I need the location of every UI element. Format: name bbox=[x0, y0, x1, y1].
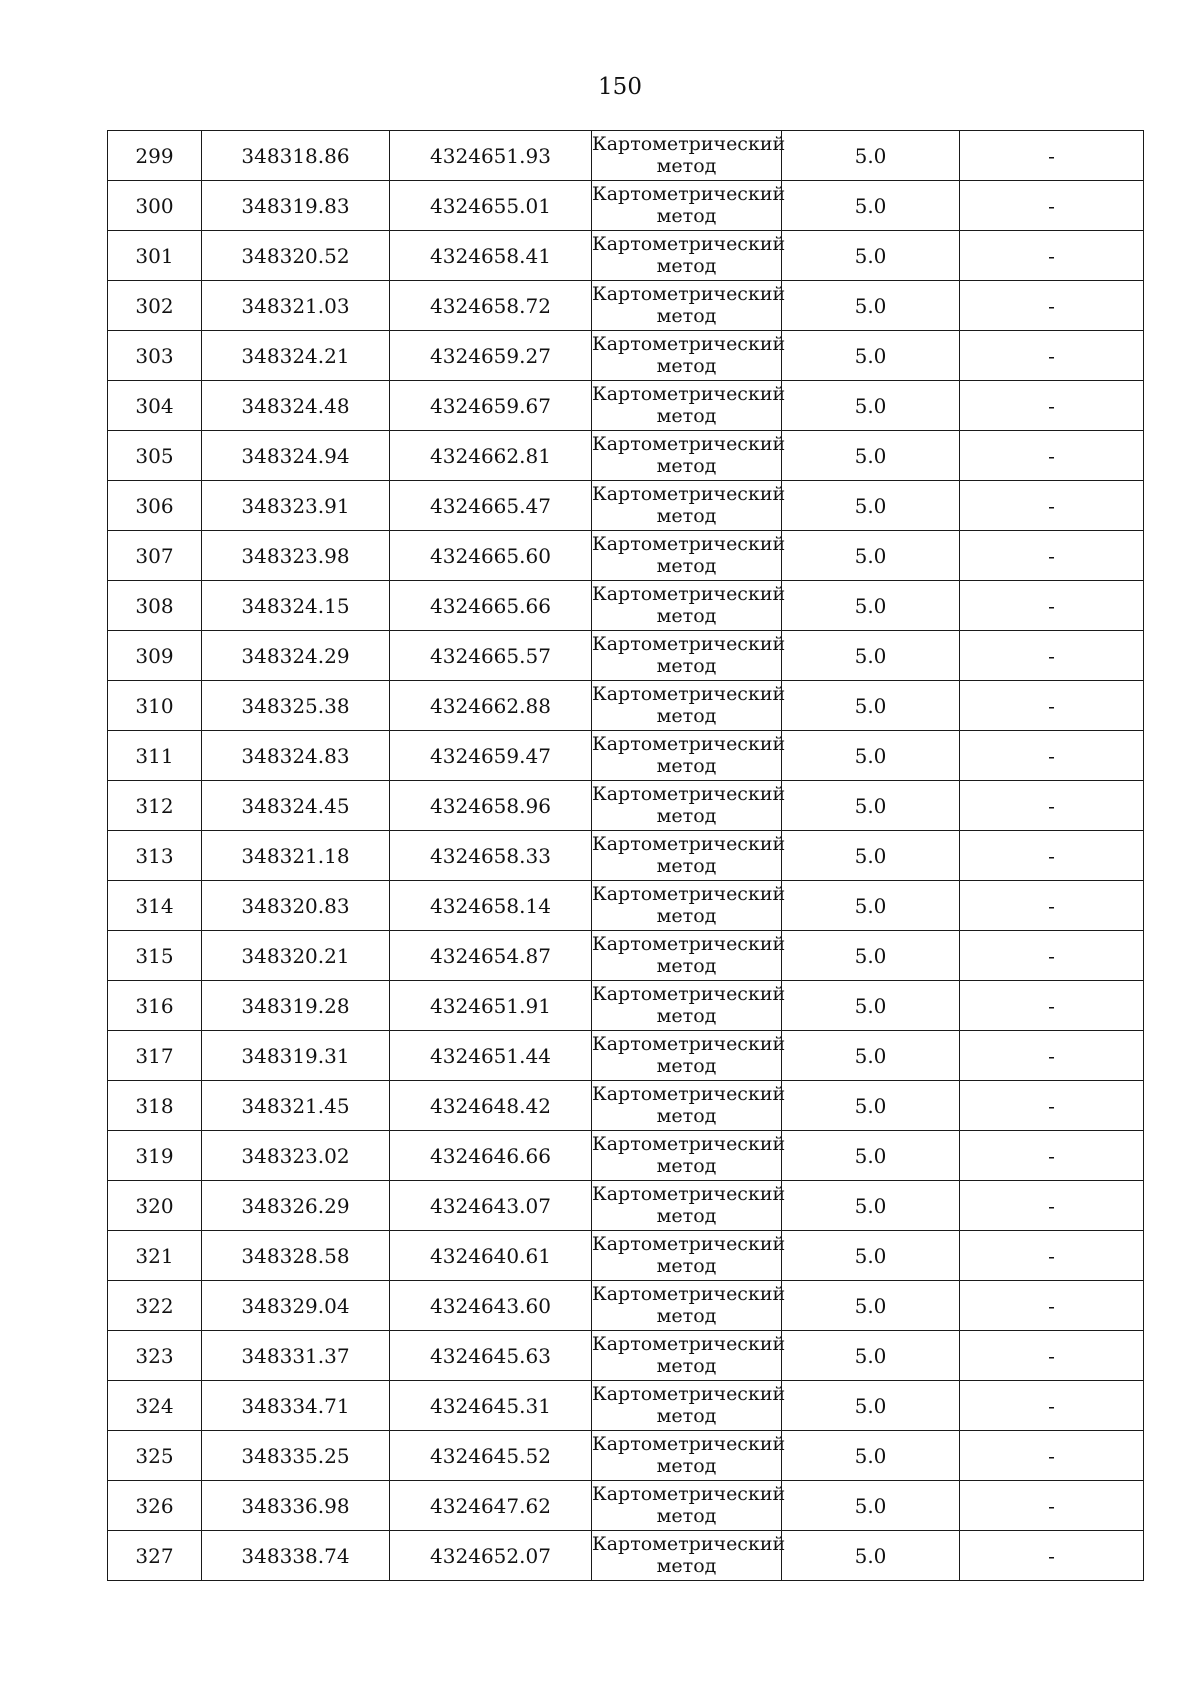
table-row bbox=[108, 981, 1144, 1031]
y-coordinate-cell: 4324658.72 bbox=[390, 281, 592, 331]
method-cell bbox=[592, 531, 786, 581]
point-number-cell: 299 bbox=[108, 131, 202, 181]
method-text-line: метод bbox=[656, 555, 717, 577]
accuracy-cell: 5.0 bbox=[782, 1231, 960, 1281]
method-text-line: метод bbox=[656, 405, 717, 427]
point-number-cell: 323 bbox=[108, 1331, 202, 1381]
note-cell: - bbox=[960, 1181, 1144, 1231]
method-cell bbox=[592, 1381, 786, 1431]
method-text-line: Картометрический bbox=[592, 483, 786, 505]
method-text-line: метод bbox=[656, 1255, 717, 1277]
x-coordinate-cell: 348328.58 bbox=[202, 1231, 390, 1281]
y-coordinate-cell: 4324651.93 bbox=[390, 131, 592, 181]
method-text-line: Картометрический bbox=[592, 233, 786, 255]
method-text-line: метод bbox=[656, 455, 717, 477]
method-cell bbox=[592, 681, 786, 731]
table-row bbox=[108, 231, 1144, 281]
y-coordinate-cell: 4324652.07 bbox=[390, 1531, 592, 1581]
y-coordinate-cell: 4324648.42 bbox=[390, 1081, 592, 1131]
method-text-line: Картометрический bbox=[592, 1533, 786, 1555]
note-cell: - bbox=[960, 1231, 1144, 1281]
method-cell bbox=[592, 881, 786, 931]
x-coordinate-cell: 348319.31 bbox=[202, 1031, 390, 1081]
method-text-line: Картометрический bbox=[592, 183, 786, 205]
point-number-cell: 325 bbox=[108, 1431, 202, 1481]
point-number-cell: 310 bbox=[108, 681, 202, 731]
x-coordinate-cell: 348335.25 bbox=[202, 1431, 390, 1481]
note-cell: - bbox=[960, 1431, 1144, 1481]
x-coordinate-cell: 348320.52 bbox=[202, 231, 390, 281]
point-number-cell: 326 bbox=[108, 1481, 202, 1531]
table-row bbox=[108, 1381, 1144, 1431]
x-coordinate-cell: 348321.45 bbox=[202, 1081, 390, 1131]
x-coordinate-cell: 348320.83 bbox=[202, 881, 390, 931]
x-coordinate-cell: 348329.04 bbox=[202, 1281, 390, 1331]
accuracy-cell: 5.0 bbox=[782, 1031, 960, 1081]
note-cell: - bbox=[960, 131, 1144, 181]
note-cell: - bbox=[960, 481, 1144, 531]
note-cell: - bbox=[960, 931, 1144, 981]
method-text-line: метод bbox=[656, 905, 717, 927]
method-cell bbox=[592, 281, 786, 331]
method-text-line: метод bbox=[656, 1355, 717, 1377]
note-cell: - bbox=[960, 831, 1144, 881]
method-text-line: Картометрический bbox=[592, 883, 786, 905]
table-row bbox=[108, 381, 1144, 431]
method-cell bbox=[592, 231, 786, 281]
y-coordinate-cell: 4324658.33 bbox=[390, 831, 592, 881]
method-text-line: метод bbox=[656, 1005, 717, 1027]
note-cell: - bbox=[960, 1081, 1144, 1131]
method-text-line: Картометрический bbox=[592, 1383, 786, 1405]
note-cell: - bbox=[960, 1331, 1144, 1381]
accuracy-cell: 5.0 bbox=[782, 1531, 960, 1581]
x-coordinate-cell: 348324.48 bbox=[202, 381, 390, 431]
y-coordinate-cell: 4324659.27 bbox=[390, 331, 592, 381]
method-text-line: метод bbox=[656, 1105, 717, 1127]
table-row bbox=[108, 1281, 1144, 1331]
method-cell bbox=[592, 731, 786, 781]
note-cell: - bbox=[960, 331, 1144, 381]
accuracy-cell: 5.0 bbox=[782, 631, 960, 681]
note-cell: - bbox=[960, 1531, 1144, 1581]
y-coordinate-cell: 4324647.62 bbox=[390, 1481, 592, 1531]
method-cell bbox=[592, 1331, 786, 1381]
method-text-line: Картометрический bbox=[592, 1033, 786, 1055]
method-text-line: метод bbox=[656, 1455, 717, 1477]
method-text-line: Картометрический bbox=[592, 433, 786, 455]
method-text-line: Картометрический bbox=[592, 683, 786, 705]
point-number-cell: 322 bbox=[108, 1281, 202, 1331]
note-cell: - bbox=[960, 631, 1144, 681]
table-row bbox=[108, 931, 1144, 981]
method-text-line: Картометрический bbox=[592, 333, 786, 355]
note-cell: - bbox=[960, 431, 1144, 481]
point-number-cell: 301 bbox=[108, 231, 202, 281]
method-text-line: метод bbox=[656, 755, 717, 777]
y-coordinate-cell: 4324665.47 bbox=[390, 481, 592, 531]
table-row bbox=[108, 131, 1144, 181]
accuracy-cell: 5.0 bbox=[782, 1381, 960, 1431]
method-text-line: метод bbox=[656, 355, 717, 377]
x-coordinate-cell: 348324.15 bbox=[202, 581, 390, 631]
note-cell: - bbox=[960, 581, 1144, 631]
point-number-cell: 327 bbox=[108, 1531, 202, 1581]
point-number-cell: 311 bbox=[108, 731, 202, 781]
y-coordinate-cell: 4324658.41 bbox=[390, 231, 592, 281]
method-text-line: Картометрический bbox=[592, 1233, 786, 1255]
method-text-line: метод bbox=[656, 1055, 717, 1077]
method-text-line: метод bbox=[656, 605, 717, 627]
method-text-line: метод bbox=[656, 1405, 717, 1427]
point-number-cell: 316 bbox=[108, 981, 202, 1031]
x-coordinate-cell: 348321.03 bbox=[202, 281, 390, 331]
x-coordinate-cell: 348324.29 bbox=[202, 631, 390, 681]
table-row bbox=[108, 431, 1144, 481]
point-number-cell: 324 bbox=[108, 1381, 202, 1431]
accuracy-cell: 5.0 bbox=[782, 931, 960, 981]
table-row bbox=[108, 1531, 1144, 1581]
y-coordinate-cell: 4324655.01 bbox=[390, 181, 592, 231]
table-row bbox=[108, 881, 1144, 931]
y-coordinate-cell: 4324658.96 bbox=[390, 781, 592, 831]
x-coordinate-cell: 348321.18 bbox=[202, 831, 390, 881]
method-cell bbox=[592, 831, 786, 881]
point-number-cell: 302 bbox=[108, 281, 202, 331]
table-body bbox=[108, 131, 1144, 1581]
x-coordinate-cell: 348334.71 bbox=[202, 1381, 390, 1431]
accuracy-cell: 5.0 bbox=[782, 481, 960, 531]
y-coordinate-cell: 4324662.88 bbox=[390, 681, 592, 731]
y-coordinate-cell: 4324659.67 bbox=[390, 381, 592, 431]
method-text-line: Картометрический bbox=[592, 1333, 786, 1355]
note-cell: - bbox=[960, 1381, 1144, 1431]
table-row bbox=[108, 781, 1144, 831]
method-text-line: метод bbox=[656, 255, 717, 277]
y-coordinate-cell: 4324662.81 bbox=[390, 431, 592, 481]
x-coordinate-cell: 348326.29 bbox=[202, 1181, 390, 1231]
note-cell: - bbox=[960, 531, 1144, 581]
x-coordinate-cell: 348324.21 bbox=[202, 331, 390, 381]
accuracy-cell: 5.0 bbox=[782, 981, 960, 1031]
method-cell bbox=[592, 1481, 786, 1531]
accuracy-cell: 5.0 bbox=[782, 1081, 960, 1131]
method-text-line: метод bbox=[656, 1155, 717, 1177]
accuracy-cell: 5.0 bbox=[782, 1131, 960, 1181]
y-coordinate-cell: 4324658.14 bbox=[390, 881, 592, 931]
x-coordinate-cell: 348323.91 bbox=[202, 481, 390, 531]
note-cell: - bbox=[960, 381, 1144, 431]
note-cell: - bbox=[960, 981, 1144, 1031]
method-cell bbox=[592, 1031, 786, 1081]
point-number-cell: 307 bbox=[108, 531, 202, 581]
table-row bbox=[108, 731, 1144, 781]
point-number-cell: 306 bbox=[108, 481, 202, 531]
x-coordinate-cell: 348324.94 bbox=[202, 431, 390, 481]
accuracy-cell: 5.0 bbox=[782, 331, 960, 381]
point-number-cell: 313 bbox=[108, 831, 202, 881]
method-cell bbox=[592, 131, 786, 181]
y-coordinate-cell: 4324665.66 bbox=[390, 581, 592, 631]
method-text-line: Картометрический bbox=[592, 1433, 786, 1455]
method-cell bbox=[592, 581, 786, 631]
method-text-line: Картометрический bbox=[592, 933, 786, 955]
table-row bbox=[108, 1431, 1144, 1481]
note-cell: - bbox=[960, 1131, 1144, 1181]
method-text-line: Картометрический bbox=[592, 1183, 786, 1205]
accuracy-cell: 5.0 bbox=[782, 1181, 960, 1231]
method-cell bbox=[592, 1081, 786, 1131]
point-number-cell: 309 bbox=[108, 631, 202, 681]
table-row bbox=[108, 1331, 1144, 1381]
y-coordinate-cell: 4324651.91 bbox=[390, 981, 592, 1031]
method-text-line: Картометрический bbox=[592, 783, 786, 805]
accuracy-cell: 5.0 bbox=[782, 681, 960, 731]
point-number-cell: 305 bbox=[108, 431, 202, 481]
method-cell bbox=[592, 1431, 786, 1481]
point-number-cell: 320 bbox=[108, 1181, 202, 1231]
point-number-cell: 300 bbox=[108, 181, 202, 231]
y-coordinate-cell: 4324654.87 bbox=[390, 931, 592, 981]
method-cell bbox=[592, 331, 786, 381]
table-row bbox=[108, 1481, 1144, 1531]
method-text-line: Картометрический bbox=[592, 833, 786, 855]
method-text-line: метод bbox=[656, 155, 717, 177]
method-text-line: метод bbox=[656, 1305, 717, 1327]
accuracy-cell: 5.0 bbox=[782, 1331, 960, 1381]
point-number-cell: 303 bbox=[108, 331, 202, 381]
method-cell bbox=[592, 431, 786, 481]
accuracy-cell: 5.0 bbox=[782, 431, 960, 481]
method-cell bbox=[592, 1281, 786, 1331]
note-cell: - bbox=[960, 231, 1144, 281]
accuracy-cell: 5.0 bbox=[782, 281, 960, 331]
method-text-line: Картометрический bbox=[592, 1283, 786, 1305]
y-coordinate-cell: 4324651.44 bbox=[390, 1031, 592, 1081]
table-row bbox=[108, 1031, 1144, 1081]
table-row bbox=[108, 1081, 1144, 1131]
method-cell bbox=[592, 381, 786, 431]
method-cell bbox=[592, 481, 786, 531]
coordinates-table bbox=[107, 130, 1144, 1581]
y-coordinate-cell: 4324665.57 bbox=[390, 631, 592, 681]
method-text-line: Картометрический bbox=[592, 633, 786, 655]
method-cell bbox=[592, 931, 786, 981]
method-text-line: метод bbox=[656, 1505, 717, 1527]
accuracy-cell: 5.0 bbox=[782, 1431, 960, 1481]
table-row bbox=[108, 631, 1144, 681]
table-row bbox=[108, 831, 1144, 881]
note-cell: - bbox=[960, 1031, 1144, 1081]
method-text-line: метод bbox=[656, 705, 717, 727]
method-text-line: метод bbox=[656, 955, 717, 977]
method-cell bbox=[592, 631, 786, 681]
method-cell bbox=[592, 1131, 786, 1181]
accuracy-cell: 5.0 bbox=[782, 131, 960, 181]
accuracy-cell: 5.0 bbox=[782, 531, 960, 581]
accuracy-cell: 5.0 bbox=[782, 781, 960, 831]
method-text-line: метод bbox=[656, 1205, 717, 1227]
accuracy-cell: 5.0 bbox=[782, 181, 960, 231]
x-coordinate-cell: 348319.83 bbox=[202, 181, 390, 231]
x-coordinate-cell: 348320.21 bbox=[202, 931, 390, 981]
method-text-line: метод bbox=[656, 305, 717, 327]
y-coordinate-cell: 4324645.63 bbox=[390, 1331, 592, 1381]
note-cell: - bbox=[960, 1281, 1144, 1331]
method-cell bbox=[592, 1181, 786, 1231]
table-row bbox=[108, 481, 1144, 531]
table-row bbox=[108, 581, 1144, 631]
x-coordinate-cell: 348324.83 bbox=[202, 731, 390, 781]
note-cell: - bbox=[960, 781, 1144, 831]
y-coordinate-cell: 4324643.07 bbox=[390, 1181, 592, 1231]
x-coordinate-cell: 348323.98 bbox=[202, 531, 390, 581]
note-cell: - bbox=[960, 181, 1144, 231]
note-cell: - bbox=[960, 681, 1144, 731]
note-cell: - bbox=[960, 731, 1144, 781]
x-coordinate-cell: 348324.45 bbox=[202, 781, 390, 831]
table-row bbox=[108, 1131, 1144, 1181]
point-number-cell: 318 bbox=[108, 1081, 202, 1131]
method-text-line: Картометрический bbox=[592, 383, 786, 405]
method-text-line: Картометрический bbox=[592, 583, 786, 605]
method-cell bbox=[592, 981, 786, 1031]
method-text-line: метод bbox=[656, 205, 717, 227]
method-text-line: Картометрический bbox=[592, 1083, 786, 1105]
point-number-cell: 304 bbox=[108, 381, 202, 431]
page-number: 150 bbox=[598, 74, 642, 100]
point-number-cell: 308 bbox=[108, 581, 202, 631]
x-coordinate-cell: 348318.86 bbox=[202, 131, 390, 181]
y-coordinate-cell: 4324659.47 bbox=[390, 731, 592, 781]
method-text-line: Картометрический bbox=[592, 1133, 786, 1155]
table-row bbox=[108, 531, 1144, 581]
accuracy-cell: 5.0 bbox=[782, 881, 960, 931]
accuracy-cell: 5.0 bbox=[782, 731, 960, 781]
x-coordinate-cell: 348319.28 bbox=[202, 981, 390, 1031]
y-coordinate-cell: 4324645.52 bbox=[390, 1431, 592, 1481]
y-coordinate-cell: 4324665.60 bbox=[390, 531, 592, 581]
method-text-line: Картометрический bbox=[592, 1483, 786, 1505]
accuracy-cell: 5.0 bbox=[782, 381, 960, 431]
method-text-line: Картометрический bbox=[592, 983, 786, 1005]
y-coordinate-cell: 4324643.60 bbox=[390, 1281, 592, 1331]
method-text-line: метод bbox=[656, 805, 717, 827]
x-coordinate-cell: 348323.02 bbox=[202, 1131, 390, 1181]
note-cell: - bbox=[960, 881, 1144, 931]
y-coordinate-cell: 4324645.31 bbox=[390, 1381, 592, 1431]
table-row bbox=[108, 281, 1144, 331]
method-text-line: метод bbox=[656, 855, 717, 877]
x-coordinate-cell: 348336.98 bbox=[202, 1481, 390, 1531]
method-text-line: Картометрический bbox=[592, 533, 786, 555]
accuracy-cell: 5.0 bbox=[782, 231, 960, 281]
accuracy-cell: 5.0 bbox=[782, 831, 960, 881]
accuracy-cell: 5.0 bbox=[782, 1481, 960, 1531]
y-coordinate-cell: 4324646.66 bbox=[390, 1131, 592, 1181]
method-text-line: метод bbox=[656, 1555, 717, 1577]
table-row bbox=[108, 681, 1144, 731]
method-text-line: Картометрический bbox=[592, 133, 786, 155]
accuracy-cell: 5.0 bbox=[782, 581, 960, 631]
note-cell: - bbox=[960, 281, 1144, 331]
point-number-cell: 317 bbox=[108, 1031, 202, 1081]
x-coordinate-cell: 348331.37 bbox=[202, 1331, 390, 1381]
method-text-line: метод bbox=[656, 505, 717, 527]
accuracy-cell: 5.0 bbox=[782, 1281, 960, 1331]
method-cell bbox=[592, 1531, 786, 1581]
point-number-cell: 319 bbox=[108, 1131, 202, 1181]
table-row bbox=[108, 1231, 1144, 1281]
table-row bbox=[108, 1181, 1144, 1231]
note-cell: - bbox=[960, 1481, 1144, 1531]
point-number-cell: 315 bbox=[108, 931, 202, 981]
x-coordinate-cell: 348338.74 bbox=[202, 1531, 390, 1581]
method-text-line: Картометрический bbox=[592, 283, 786, 305]
x-coordinate-cell: 348325.38 bbox=[202, 681, 390, 731]
y-coordinate-cell: 4324640.61 bbox=[390, 1231, 592, 1281]
method-text-line: метод bbox=[656, 655, 717, 677]
method-text-line: Картометрический bbox=[592, 733, 786, 755]
method-cell bbox=[592, 781, 786, 831]
point-number-cell: 312 bbox=[108, 781, 202, 831]
table-row bbox=[108, 331, 1144, 381]
table-row bbox=[108, 181, 1144, 231]
method-cell bbox=[592, 181, 786, 231]
point-number-cell: 314 bbox=[108, 881, 202, 931]
point-number-cell: 321 bbox=[108, 1231, 202, 1281]
method-cell bbox=[592, 1231, 786, 1281]
